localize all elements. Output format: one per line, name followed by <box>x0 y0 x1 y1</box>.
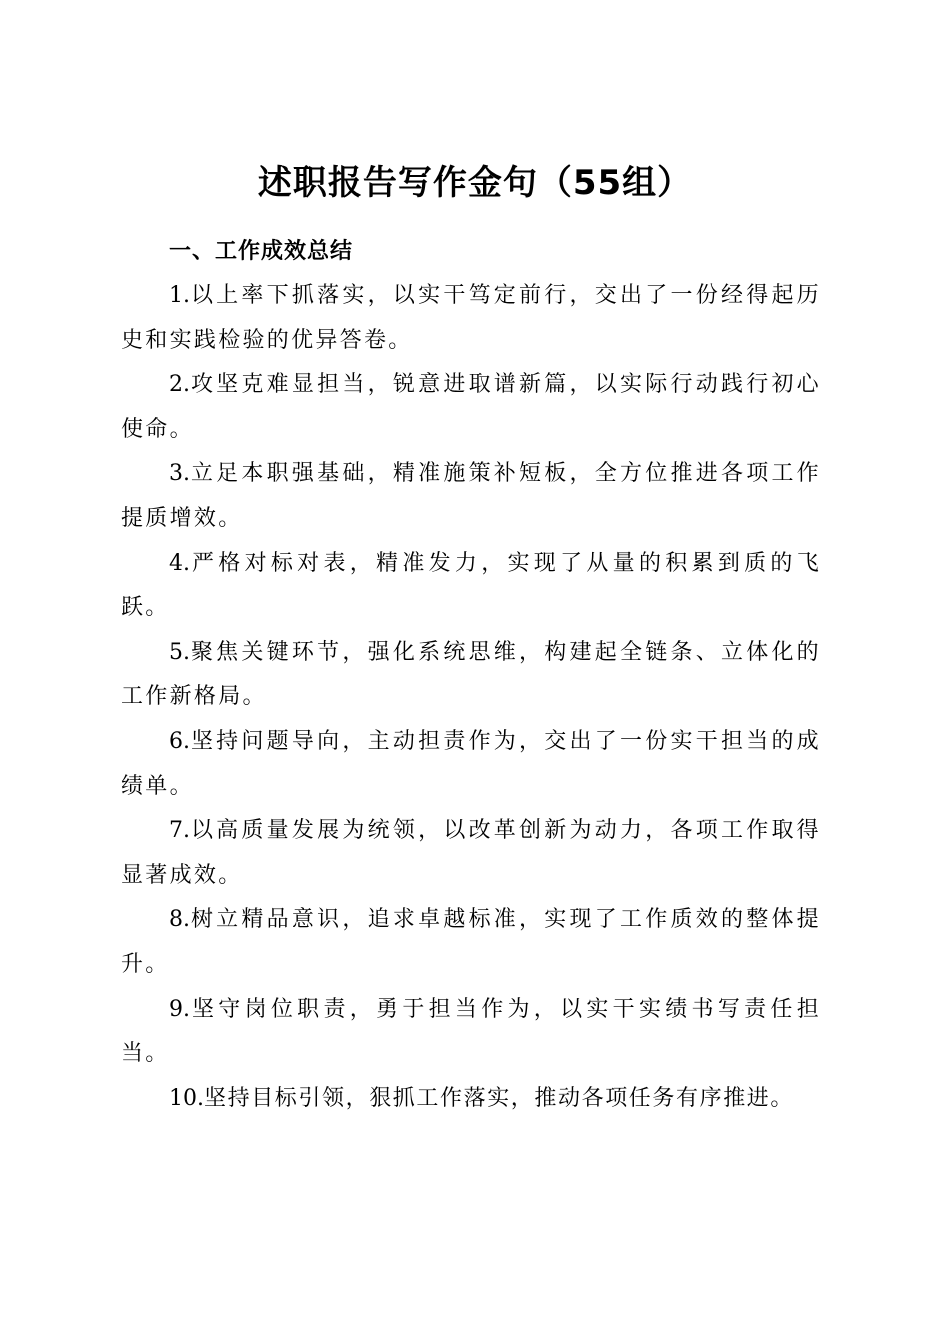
item-text: 以高质量发展为统领，以改革创新为动力，各项工作取得显著成效。 <box>121 818 821 888</box>
list-item <box>121 898 821 987</box>
list-item <box>121 542 821 631</box>
item-number: 2. <box>169 372 190 398</box>
item-text: 以上率下抓落实，以实干笃定前行，交出了一份经得起历史和实践检验的优异答卷。 <box>121 283 821 353</box>
list-item <box>121 720 821 809</box>
list-item <box>121 809 821 898</box>
item-text: 立足本职强基础，精准施策补短板，全方位推进各项工作提质增效。 <box>121 461 821 531</box>
section-heading: 一、工作成效总结 <box>169 239 354 264</box>
item-number: 7. <box>169 818 190 844</box>
document-body <box>121 230 821 1121</box>
item-number: 3. <box>169 461 190 487</box>
list-item <box>121 631 821 720</box>
item-number: 6. <box>169 728 190 754</box>
item-number: 8. <box>169 907 190 933</box>
item-number: 9. <box>169 996 190 1022</box>
item-number: 4. <box>169 550 190 576</box>
list-item <box>121 274 821 363</box>
item-text: 聚焦关键环节，强化系统思维，构建起全链条、立体化的工作新格局。 <box>121 639 821 710</box>
item-text: 攻坚克难显担当，锐意进取谱新篇，以实际行动践行初心使命。 <box>121 372 821 442</box>
item-number: 5. <box>169 639 190 665</box>
list-item <box>121 1077 821 1122</box>
item-text: 坚持目标引领，狠抓工作落实，推动各项任务有序推进。 <box>204 1085 795 1111</box>
list-item <box>121 988 821 1077</box>
item-text: 坚持问题导向，主动担责作为，交出了一份实干担当的成绩单。 <box>121 728 821 799</box>
item-text: 树立精品意识，追求卓越标准，实现了工作质效的整体提升。 <box>121 907 821 977</box>
item-text: 严格对标对表，精准发力，实现了从量的积累到质的飞跃。 <box>121 550 821 621</box>
document-title: 述职报告写作金句（55组） <box>257 162 693 203</box>
item-text: 坚守岗位职责，勇于担当作为，以实干实绩书写责任担当。 <box>121 996 821 1067</box>
item-number: 1. <box>169 283 190 308</box>
list-item <box>121 363 821 452</box>
list-item <box>121 452 821 541</box>
item-number: 10. <box>169 1085 204 1111</box>
